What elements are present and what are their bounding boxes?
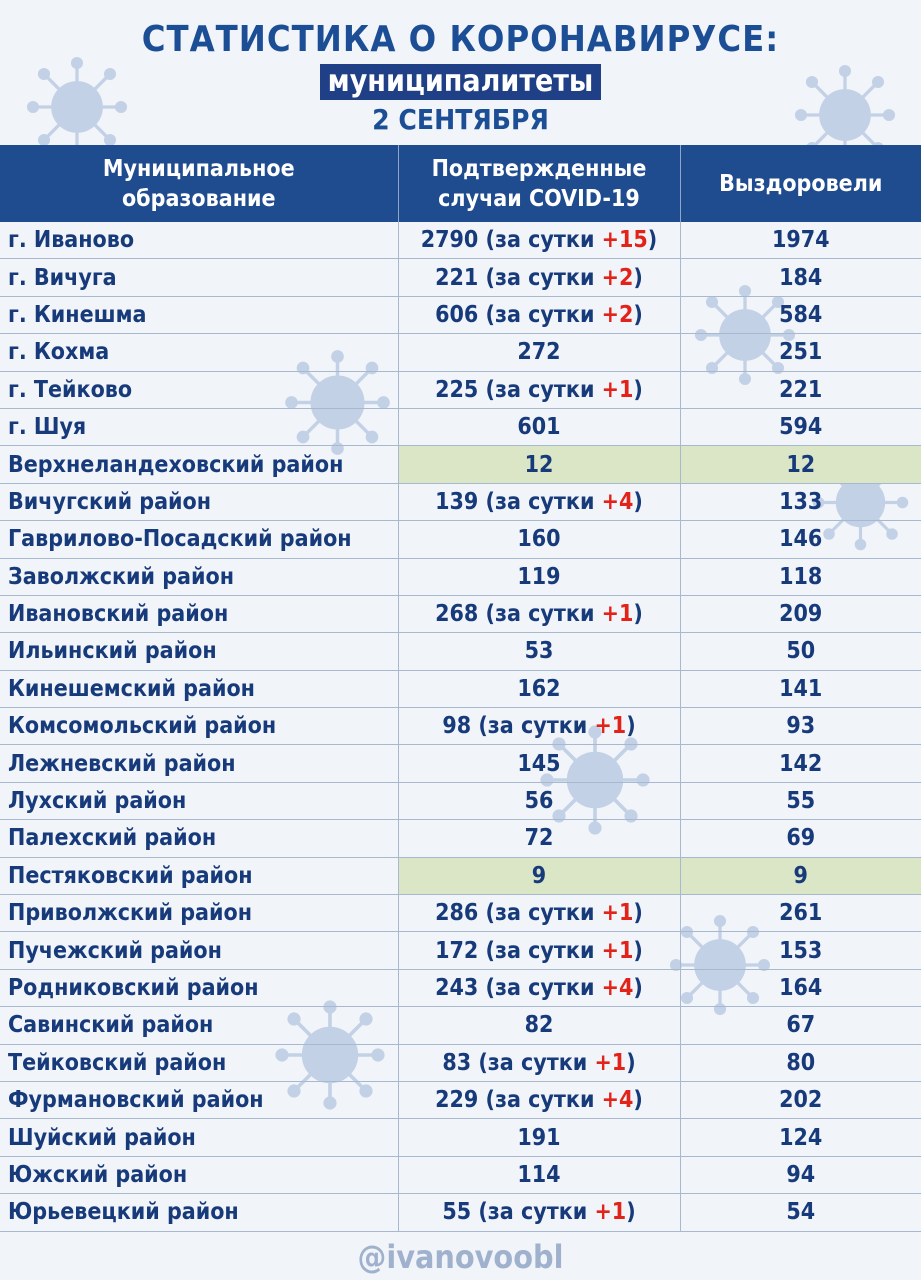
daily-suffix: ) xyxy=(626,1199,636,1226)
recovered-count: 1974 xyxy=(680,222,921,259)
confirmed-count: 98 xyxy=(442,713,472,740)
confirmed-cell xyxy=(398,782,680,819)
daily-suffix: ) xyxy=(633,301,643,328)
daily-increase: +4 xyxy=(601,975,634,1001)
column-header-line: образование xyxy=(121,185,276,212)
municipality-name: г. Шуя xyxy=(0,408,398,445)
table-row xyxy=(0,670,921,707)
daily-increase: +15 xyxy=(601,227,648,254)
municipality-name: г. Иваново xyxy=(0,222,398,259)
confirmed-cell xyxy=(398,595,680,632)
confirmed-count: 225 xyxy=(435,376,479,403)
daily-increase: +2 xyxy=(601,301,634,328)
table-row xyxy=(0,1081,921,1118)
recovered-count: 118 xyxy=(680,558,921,595)
confirmed-cell xyxy=(398,222,680,259)
confirmed-count: 272 xyxy=(517,339,561,366)
column-header-line: случаи COVID-19 xyxy=(438,185,640,212)
confirmed-cell xyxy=(398,708,680,745)
municipality-name: Савинский район xyxy=(0,1007,398,1044)
confirmed-cell xyxy=(398,1081,680,1118)
municipality-name: Фурмановский район xyxy=(0,1081,398,1118)
daily-suffix: ) xyxy=(633,376,643,403)
daily-increase: +1 xyxy=(601,376,634,403)
table-body xyxy=(0,222,921,1231)
daily-prefix: (за сутки xyxy=(485,376,595,403)
municipality-name: Палехский район xyxy=(0,820,398,857)
municipality-name: Пестяковский район xyxy=(0,857,398,894)
municipality-name: Комсомольский район xyxy=(0,708,398,745)
table-row xyxy=(0,371,921,408)
table-row xyxy=(0,558,921,595)
daily-increase: +1 xyxy=(601,937,634,964)
confirmed-count: 268 xyxy=(435,601,479,628)
daily-prefix: (за сутки xyxy=(478,1049,588,1076)
daily-prefix: (за сутки xyxy=(485,1087,595,1114)
daily-prefix: (за сутки xyxy=(485,900,595,927)
table-row xyxy=(0,1156,921,1193)
confirmed-cell xyxy=(398,969,680,1006)
daily-suffix: ) xyxy=(626,713,636,740)
municipality-name: Лухский район xyxy=(0,782,398,819)
confirmed-cell xyxy=(398,745,680,782)
daily-suffix: ) xyxy=(626,1049,636,1076)
daily-suffix: ) xyxy=(633,937,643,964)
recovered-count: 50 xyxy=(680,633,921,670)
municipality-name: Южский район xyxy=(0,1156,398,1193)
daily-increase: +1 xyxy=(601,601,634,628)
confirmed-count: 191 xyxy=(517,1124,561,1151)
confirmed-count: 160 xyxy=(517,526,561,553)
table-row xyxy=(0,595,921,632)
confirmed-count: 82 xyxy=(524,1012,554,1039)
table-row xyxy=(0,1007,921,1044)
header xyxy=(0,18,921,136)
daily-suffix: ) xyxy=(633,264,643,291)
table-row xyxy=(0,895,921,932)
table-row xyxy=(0,932,921,969)
daily-prefix: (за сутки xyxy=(478,1199,588,1226)
table-row xyxy=(0,820,921,857)
daily-suffix: ) xyxy=(633,1087,643,1114)
daily-increase: +4 xyxy=(601,1087,634,1114)
column-header-municipality xyxy=(0,145,398,222)
daily-prefix: (за сутки xyxy=(485,975,595,1001)
confirmed-cell xyxy=(398,1044,680,1081)
table-row xyxy=(0,969,921,1006)
table-row xyxy=(0,483,921,520)
confirmed-cell xyxy=(398,1156,680,1193)
recovered-count: 141 xyxy=(680,670,921,707)
municipality-name: Гаврилово-Посадский район xyxy=(0,521,398,558)
recovered-count: 133 xyxy=(680,483,921,520)
confirmed-count: 12 xyxy=(524,451,554,478)
confirmed-cell xyxy=(398,1007,680,1044)
daily-prefix: (за сутки xyxy=(485,227,595,254)
confirmed-cell xyxy=(398,521,680,558)
column-header-line: Выздоровели xyxy=(719,170,883,197)
report-date: 2 СЕНТЯБРЯ xyxy=(372,103,549,136)
recovered-count: 142 xyxy=(680,745,921,782)
table-header-row xyxy=(0,145,921,222)
confirmed-count: 229 xyxy=(435,1087,479,1114)
municipality-name: Шуйский район xyxy=(0,1119,398,1156)
page-subtitle: муниципалитеты xyxy=(320,64,602,100)
daily-suffix: ) xyxy=(633,975,643,1001)
recovered-count: 93 xyxy=(680,708,921,745)
table-row xyxy=(0,1044,921,1081)
confirmed-count: 55 xyxy=(442,1199,472,1226)
column-header-line: Муниципальное xyxy=(102,155,295,182)
confirmed-count: 243 xyxy=(435,975,479,1001)
municipality-name: Ивановский район xyxy=(0,595,398,632)
page-title: СТАТИСТИКА О КОРОНАВИРУСЕ: xyxy=(141,19,780,60)
confirmed-count: 601 xyxy=(517,414,561,441)
daily-suffix: ) xyxy=(633,601,643,628)
confirmed-cell xyxy=(398,408,680,445)
confirmed-count: 606 xyxy=(435,301,479,328)
municipality-name: Ильинский район xyxy=(0,633,398,670)
daily-increase: +4 xyxy=(601,488,634,515)
daily-increase: +2 xyxy=(601,264,634,291)
confirmed-cell xyxy=(398,857,680,894)
table-row xyxy=(0,1194,921,1231)
daily-prefix: (за сутки xyxy=(478,713,588,740)
daily-prefix: (за сутки xyxy=(485,937,595,964)
municipality-name: г. Кинешма xyxy=(0,296,398,333)
municipality-name: Юрьевецкий район xyxy=(0,1194,398,1231)
recovered-count: 69 xyxy=(680,820,921,857)
recovered-count: 584 xyxy=(680,296,921,333)
municipality-name: г. Вичуга xyxy=(0,259,398,296)
confirmed-count: 119 xyxy=(517,563,561,590)
confirmed-count: 2790 xyxy=(420,227,479,254)
recovered-count: 153 xyxy=(680,932,921,969)
confirmed-count: 53 xyxy=(524,638,554,665)
table-row xyxy=(0,857,921,894)
social-handle: @ivanovoobl xyxy=(357,1238,564,1276)
table-row xyxy=(0,408,921,445)
confirmed-cell xyxy=(398,895,680,932)
daily-increase: +1 xyxy=(594,1049,627,1076)
municipality-name: г. Тейково xyxy=(0,371,398,408)
recovered-count: 94 xyxy=(680,1156,921,1193)
daily-increase: +1 xyxy=(601,900,634,927)
table-row xyxy=(0,334,921,371)
recovered-count: 251 xyxy=(680,334,921,371)
table-row xyxy=(0,521,921,558)
confirmed-cell xyxy=(398,558,680,595)
daily-increase: +1 xyxy=(594,1199,627,1226)
municipality-name: Родниковский район xyxy=(0,969,398,1006)
recovered-count: 209 xyxy=(680,595,921,632)
recovered-count: 67 xyxy=(680,1007,921,1044)
confirmed-cell xyxy=(398,371,680,408)
confirmed-cell xyxy=(398,633,680,670)
recovered-count: 221 xyxy=(680,371,921,408)
recovered-count: 80 xyxy=(680,1044,921,1081)
daily-increase: +1 xyxy=(594,713,627,740)
column-header-recovered xyxy=(680,145,921,222)
confirmed-count: 72 xyxy=(524,825,554,852)
daily-prefix: (за сутки xyxy=(485,488,595,515)
recovered-count: 202 xyxy=(680,1081,921,1118)
daily-suffix: ) xyxy=(647,227,658,254)
table-row xyxy=(0,296,921,333)
recovered-count: 261 xyxy=(680,895,921,932)
confirmed-count: 56 xyxy=(524,788,554,815)
table-row xyxy=(0,222,921,259)
confirmed-count: 145 xyxy=(517,750,561,777)
confirmed-cell xyxy=(398,259,680,296)
municipality-name: Лежневский район xyxy=(0,745,398,782)
table-row xyxy=(0,782,921,819)
daily-prefix: (за сутки xyxy=(485,301,595,328)
confirmed-count: 83 xyxy=(442,1049,472,1076)
recovered-count: 55 xyxy=(680,782,921,819)
confirmed-count: 9 xyxy=(531,862,547,889)
recovered-count: 9 xyxy=(680,857,921,894)
recovered-count: 12 xyxy=(680,446,921,483)
confirmed-cell xyxy=(398,483,680,520)
daily-prefix: (за сутки xyxy=(485,264,595,291)
confirmed-count: 172 xyxy=(435,937,479,964)
confirmed-cell xyxy=(398,820,680,857)
table-row xyxy=(0,745,921,782)
municipality-name: Верхнеландеховский район xyxy=(0,446,398,483)
table-row xyxy=(0,446,921,483)
confirmed-cell xyxy=(398,932,680,969)
column-header-line: Подтвержденные xyxy=(431,155,647,182)
daily-suffix: ) xyxy=(633,900,643,927)
confirmed-count: 286 xyxy=(435,900,479,927)
municipality-name: Приволжский район xyxy=(0,895,398,932)
municipality-name: Кинешемский район xyxy=(0,670,398,707)
confirmed-count: 139 xyxy=(435,488,479,515)
stats-table xyxy=(0,145,921,1232)
municipality-name: Пучежский район xyxy=(0,932,398,969)
recovered-count: 184 xyxy=(680,259,921,296)
table-row xyxy=(0,1119,921,1156)
recovered-count: 124 xyxy=(680,1119,921,1156)
table-row xyxy=(0,259,921,296)
confirmed-cell xyxy=(398,1194,680,1231)
confirmed-count: 162 xyxy=(517,675,561,702)
municipality-name: Заволжский район xyxy=(0,558,398,595)
table-row xyxy=(0,708,921,745)
municipality-name: Тейковский район xyxy=(0,1044,398,1081)
municipality-name: Вичугский район xyxy=(0,483,398,520)
confirmed-cell xyxy=(398,1119,680,1156)
recovered-count: 594 xyxy=(680,408,921,445)
daily-suffix: ) xyxy=(633,488,643,515)
confirmed-count: 114 xyxy=(517,1161,561,1188)
recovered-count: 54 xyxy=(680,1194,921,1231)
municipality-name: г. Кохма xyxy=(0,334,398,371)
confirmed-cell xyxy=(398,670,680,707)
column-header-confirmed xyxy=(398,145,680,222)
confirmed-cell xyxy=(398,334,680,371)
confirmed-cell xyxy=(398,296,680,333)
table-row xyxy=(0,633,921,670)
recovered-count: 164 xyxy=(680,969,921,1006)
confirmed-cell xyxy=(398,446,680,483)
daily-prefix: (за сутки xyxy=(485,601,595,628)
recovered-count: 146 xyxy=(680,521,921,558)
confirmed-count: 221 xyxy=(435,264,479,291)
